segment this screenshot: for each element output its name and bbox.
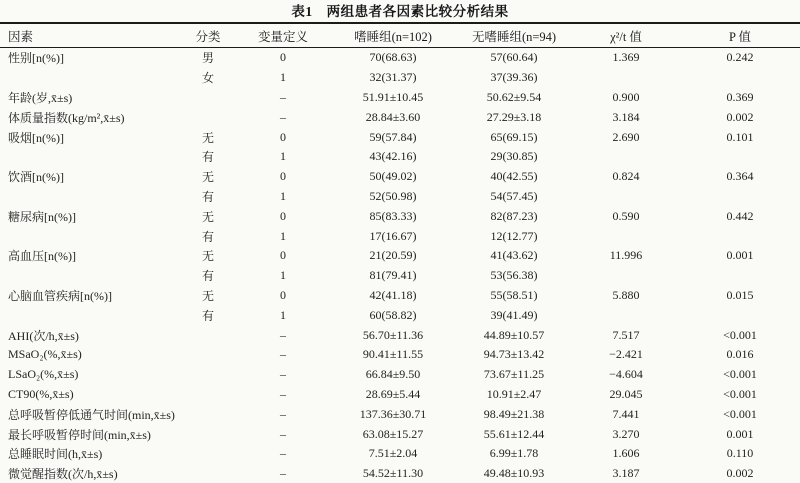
cell-variable-definition: – xyxy=(280,109,286,124)
cell-category: 有 xyxy=(201,150,214,165)
cell-sleepy-group: 54.52±11.30 xyxy=(362,466,424,481)
cell-category: 无 xyxy=(201,130,214,145)
cell-sleepy-group: 137.36±30.71 xyxy=(359,406,427,421)
cell-category: 男 xyxy=(201,51,214,66)
table-row xyxy=(0,246,800,266)
cell-chi-square-t-value: 7.517 xyxy=(612,327,640,342)
cell-variable-definition: 0 xyxy=(280,248,286,263)
column-header-p-value: P 值 xyxy=(680,23,800,48)
table-title: 表1 两组患者各因素比较分析结果 xyxy=(291,4,509,19)
cell-category: 有 xyxy=(201,229,214,244)
cell-variable-definition: 0 xyxy=(280,287,286,302)
cell-chi-square-t-value xyxy=(572,147,680,167)
cell-factor: MSaO₂(%,x̄±s) xyxy=(8,347,82,362)
cell-chi-square-t-value: 7.441 xyxy=(612,406,640,421)
cell-category: 有 xyxy=(201,269,214,284)
cell-variable-definition: – xyxy=(280,89,286,104)
cell-p-value: 0.364 xyxy=(726,169,754,184)
cell-chi-square-t-value xyxy=(572,266,680,286)
cell-p-value: 0.015 xyxy=(726,287,754,302)
cell-factor: 体质量指数(kg/m²,x̄±s) xyxy=(8,110,125,125)
cell-category xyxy=(180,404,236,424)
table-row xyxy=(0,385,800,405)
cell-sleepy-group: 56.70±11.36 xyxy=(362,327,424,342)
cell-factor: 吸烟[n(%)] xyxy=(8,130,64,145)
cell-non-sleepy-group: 41(43.62) xyxy=(490,248,538,263)
cell-category xyxy=(180,385,236,405)
cell-non-sleepy-group: 40(42.55) xyxy=(490,169,538,184)
table-row xyxy=(0,266,800,286)
cell-non-sleepy-group: 65(69.15) xyxy=(490,129,538,144)
cell-sleepy-group: 21(20.59) xyxy=(369,248,417,263)
table-row xyxy=(0,226,800,246)
cell-chi-square-t-value: 1.606 xyxy=(612,446,640,461)
cell-non-sleepy-group: 49.48±10.93 xyxy=(483,466,545,481)
cell-non-sleepy-group: 29(30.85) xyxy=(490,149,538,164)
cell-factor: 糖尿病[n(%)] xyxy=(8,209,76,224)
cell-variable-definition: – xyxy=(280,466,286,481)
header-row xyxy=(0,23,800,48)
cell-sleepy-group: 70(68.63) xyxy=(369,50,417,65)
cell-chi-square-t-value xyxy=(572,68,680,88)
cell-chi-square-t-value: −2.421 xyxy=(609,347,643,362)
cell-factor xyxy=(0,147,180,167)
cell-chi-square-t-value: 29.045 xyxy=(609,386,643,401)
column-header-category: 分类 xyxy=(180,23,236,48)
table-row xyxy=(0,167,800,187)
cell-variable-definition: 1 xyxy=(280,188,286,203)
cell-chi-square-t-value xyxy=(572,305,680,325)
cell-p-value: <0.001 xyxy=(723,367,757,382)
cell-variable-definition: – xyxy=(280,426,286,441)
cell-chi-square-t-value: 3.184 xyxy=(612,109,640,124)
table-row xyxy=(0,444,800,464)
cell-factor: 高血压[n(%)] xyxy=(8,249,76,264)
cell-variable-definition: – xyxy=(280,367,286,382)
cell-chi-square-t-value: 11.996 xyxy=(609,248,643,263)
cell-chi-square-t-value: 2.690 xyxy=(612,129,640,144)
cell-category xyxy=(180,88,236,108)
cell-variable-definition: 1 xyxy=(280,149,286,164)
cell-sleepy-group: 32(31.37) xyxy=(369,70,417,85)
cell-category xyxy=(180,325,236,345)
cell-p-value: <0.001 xyxy=(723,406,757,421)
cell-factor: 最长呼吸暂停时间(min,x̄±s) xyxy=(8,427,151,442)
cell-p-value: 0.442 xyxy=(726,208,754,223)
cell-factor xyxy=(0,226,180,246)
cell-p-value: 0.002 xyxy=(726,466,754,481)
cell-non-sleepy-group: 53(56.38) xyxy=(490,268,538,283)
cell-chi-square-t-value: 3.187 xyxy=(612,466,640,481)
cell-p-value: 0.101 xyxy=(726,129,754,144)
column-header-chi-square-t-value: χ²/t 值 xyxy=(572,23,680,48)
cell-sleepy-group: 90.41±11.55 xyxy=(362,347,424,362)
table-row xyxy=(0,305,800,325)
cell-non-sleepy-group: 27.29±3.18 xyxy=(486,109,542,124)
cell-factor: 性别[n(%)] xyxy=(8,51,64,66)
table-row xyxy=(0,88,800,108)
cell-non-sleepy-group: 50.62±9.54 xyxy=(486,89,542,104)
cell-chi-square-t-value: 0.824 xyxy=(612,169,640,184)
cell-non-sleepy-group: 12(12.77) xyxy=(490,228,538,243)
cell-variable-definition: 1 xyxy=(280,228,286,243)
cell-sleepy-group: 50(49.02) xyxy=(369,169,417,184)
cell-variable-definition: – xyxy=(280,386,286,401)
cell-p-value xyxy=(680,266,800,286)
column-header-non-sleepy-group: 无嗜睡组(n=94) xyxy=(456,23,572,48)
column-header-sleepy-group: 嗜睡组(n=102) xyxy=(330,23,456,48)
cell-category xyxy=(180,444,236,464)
cell-p-value: 0.110 xyxy=(726,446,754,461)
cell-non-sleepy-group: 94.73±13.42 xyxy=(483,347,545,362)
cell-non-sleepy-group: 73.67±11.25 xyxy=(483,367,545,382)
cell-variable-definition: – xyxy=(280,406,286,421)
cell-sleepy-group: 81(79.41) xyxy=(369,268,417,283)
cell-factor xyxy=(0,68,180,88)
cell-non-sleepy-group: 44.89±10.57 xyxy=(483,327,545,342)
cell-p-value xyxy=(680,187,800,207)
cell-p-value: 0.001 xyxy=(726,248,754,263)
cell-non-sleepy-group: 54(57.45) xyxy=(490,188,538,203)
cell-sleepy-group: 85(83.33) xyxy=(369,208,417,223)
cell-factor: 微觉醒指数(次/h,x̄±s) xyxy=(8,467,118,482)
cell-sleepy-group: 51.91±10.45 xyxy=(362,89,424,104)
cell-non-sleepy-group: 37(39.36) xyxy=(490,70,538,85)
table-row xyxy=(0,464,800,483)
cell-variable-definition: – xyxy=(280,446,286,461)
cell-non-sleepy-group: 6.99±1.78 xyxy=(489,446,539,461)
cell-p-value: 0.002 xyxy=(726,109,754,124)
cell-p-value: 0.016 xyxy=(726,347,754,362)
cell-chi-square-t-value: −4.604 xyxy=(609,367,643,382)
cell-variable-definition: 1 xyxy=(280,268,286,283)
column-header-factor: 因素 xyxy=(0,23,180,48)
cell-variable-definition: 0 xyxy=(280,50,286,65)
table-row xyxy=(0,325,800,345)
cell-non-sleepy-group: 10.91±2.47 xyxy=(486,386,542,401)
cell-factor xyxy=(0,187,180,207)
cell-sleepy-group: 43(42.16) xyxy=(369,149,417,164)
cell-variable-definition: 1 xyxy=(280,70,286,85)
cell-non-sleepy-group: 82(87.23) xyxy=(490,208,538,223)
cell-p-value xyxy=(680,68,800,88)
cell-chi-square-t-value: 3.270 xyxy=(612,426,640,441)
table-row xyxy=(0,48,800,68)
cell-sleepy-group: 60(58.82) xyxy=(369,307,417,322)
table-row xyxy=(0,127,800,147)
cell-variable-definition: 0 xyxy=(280,169,286,184)
cell-factor xyxy=(0,266,180,286)
cell-p-value xyxy=(680,226,800,246)
table-row xyxy=(0,68,800,88)
cell-p-value: <0.001 xyxy=(723,327,757,342)
cell-category: 无 xyxy=(201,249,214,264)
cell-variable-definition: 0 xyxy=(280,129,286,144)
cell-variable-definition: 1 xyxy=(280,307,286,322)
cell-variable-definition: – xyxy=(280,327,286,342)
table-row xyxy=(0,187,800,207)
cell-sleepy-group: 28.84±3.60 xyxy=(365,109,421,124)
table-row xyxy=(0,424,800,444)
cell-category xyxy=(180,464,236,483)
cell-category xyxy=(180,365,236,385)
cell-factor: CT90(%,x̄±s) xyxy=(8,386,74,401)
cell-sleepy-group: 7.51±2.04 xyxy=(368,446,418,461)
table-row xyxy=(0,206,800,226)
cell-variable-definition: – xyxy=(280,347,286,362)
cell-sleepy-group: 28.69±5.44 xyxy=(365,386,421,401)
cell-category: 无 xyxy=(201,209,214,224)
table-row xyxy=(0,345,800,365)
cell-non-sleepy-group: 57(60.64) xyxy=(490,50,538,65)
cell-category: 有 xyxy=(201,308,214,323)
cell-factor: LSaO₂(%,x̄±s) xyxy=(8,367,79,382)
table-header xyxy=(0,23,800,48)
cell-category xyxy=(180,424,236,444)
cell-factor xyxy=(0,305,180,325)
cell-sleepy-group: 17(16.67) xyxy=(369,228,417,243)
table-row xyxy=(0,404,800,424)
cell-chi-square-t-value xyxy=(572,187,680,207)
cell-p-value: <0.001 xyxy=(723,386,757,401)
table-row xyxy=(0,107,800,127)
cell-factor: 总睡眠时间(h,x̄±s) xyxy=(8,447,103,462)
cell-non-sleepy-group: 39(41.49) xyxy=(490,307,538,322)
table-body xyxy=(0,48,800,483)
cell-variable-definition: 0 xyxy=(280,208,286,223)
cell-category: 无 xyxy=(201,288,214,303)
cell-sleepy-group: 63.08±15.27 xyxy=(362,426,424,441)
cell-category xyxy=(180,345,236,365)
table-row xyxy=(0,365,800,385)
column-header-variable-definition: 变量定义 xyxy=(236,23,330,48)
cell-factor: 心脑血管疾病[n(%)] xyxy=(8,288,112,303)
cell-category: 女 xyxy=(201,71,214,86)
cell-p-value xyxy=(680,305,800,325)
cell-sleepy-group: 42(41.18) xyxy=(369,287,417,302)
cell-sleepy-group: 66.84±9.50 xyxy=(365,367,421,382)
cell-factor: 饮酒[n(%)] xyxy=(8,170,64,185)
cell-p-value: 0.001 xyxy=(726,426,754,441)
cell-chi-square-t-value: 0.590 xyxy=(612,208,640,223)
cell-factor: 总呼吸暂停低通气时间(min,x̄±s) xyxy=(8,407,175,422)
cell-p-value: 0.369 xyxy=(726,89,754,104)
cell-p-value: 0.242 xyxy=(726,50,754,65)
cell-p-value xyxy=(680,147,800,167)
cell-non-sleepy-group: 55.61±12.44 xyxy=(483,426,545,441)
cell-non-sleepy-group: 98.49±21.38 xyxy=(483,406,545,421)
cell-category: 无 xyxy=(201,170,214,185)
table-row xyxy=(0,286,800,306)
comparison-table xyxy=(0,22,800,483)
cell-chi-square-t-value: 0.900 xyxy=(612,89,640,104)
cell-chi-square-t-value: 1.369 xyxy=(612,50,640,65)
cell-non-sleepy-group: 55(58.51) xyxy=(490,287,538,302)
cell-factor: 年龄(岁,x̄±s) xyxy=(8,90,73,105)
cell-sleepy-group: 52(50.98) xyxy=(369,188,417,203)
cell-chi-square-t-value xyxy=(572,226,680,246)
cell-factor: AHI(次/h,x̄±s) xyxy=(8,328,79,343)
cell-chi-square-t-value: 5.880 xyxy=(612,287,640,302)
cell-sleepy-group: 59(57.84) xyxy=(369,129,417,144)
cell-category: 有 xyxy=(201,189,214,204)
cell-category xyxy=(180,107,236,127)
table-row xyxy=(0,147,800,167)
